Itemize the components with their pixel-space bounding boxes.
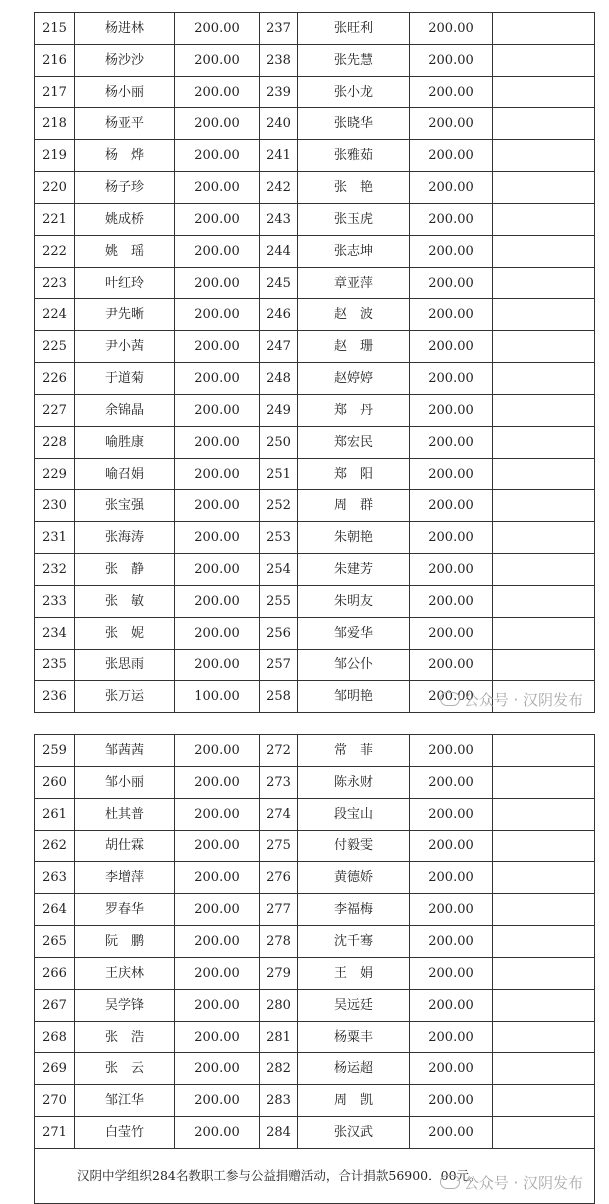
row-number: 233 bbox=[35, 585, 75, 617]
empty-cell bbox=[493, 44, 595, 76]
donor-name: 张晓华 bbox=[298, 108, 410, 140]
amount: 200.00 bbox=[175, 766, 260, 798]
table-row bbox=[35, 735, 595, 767]
row-number: 234 bbox=[35, 617, 75, 649]
table-row bbox=[35, 140, 595, 172]
row-number: 248 bbox=[260, 363, 298, 395]
donor-name: 杨亚平 bbox=[75, 108, 175, 140]
amount: 200.00 bbox=[175, 394, 260, 426]
row-number: 215 bbox=[35, 13, 75, 45]
row-number: 223 bbox=[35, 267, 75, 299]
amount: 200.00 bbox=[410, 299, 493, 331]
donor-name: 姚成桥 bbox=[75, 203, 175, 235]
watermark: 公众号 · 汉阴发布 bbox=[440, 689, 583, 710]
row-number: 270 bbox=[35, 1085, 75, 1117]
table-row bbox=[35, 1053, 595, 1085]
donor-name: 黄德娇 bbox=[298, 862, 410, 894]
row-number: 282 bbox=[260, 1053, 298, 1085]
table-row bbox=[35, 862, 595, 894]
empty-cell bbox=[493, 554, 595, 586]
donor-name: 邹明艳 bbox=[298, 681, 410, 713]
donor-name: 邹爱华 bbox=[298, 617, 410, 649]
amount: 200.00 bbox=[175, 1021, 260, 1053]
row-number: 252 bbox=[260, 490, 298, 522]
amount: 200.00 bbox=[410, 172, 493, 204]
empty-cell bbox=[493, 766, 595, 798]
table-row bbox=[35, 44, 595, 76]
empty-cell bbox=[493, 172, 595, 204]
row-number: 225 bbox=[35, 331, 75, 363]
amount: 200.00 bbox=[410, 894, 493, 926]
row-number: 250 bbox=[260, 426, 298, 458]
donor-name: 李增萍 bbox=[75, 862, 175, 894]
row-number: 251 bbox=[260, 458, 298, 490]
empty-cell bbox=[493, 299, 595, 331]
table-row bbox=[35, 235, 595, 267]
amount: 200.00 bbox=[175, 426, 260, 458]
donor-name: 杨运超 bbox=[298, 1053, 410, 1085]
donor-name: 邹江华 bbox=[75, 1085, 175, 1117]
donor-name: 张海涛 bbox=[75, 522, 175, 554]
amount: 200.00 bbox=[410, 554, 493, 586]
empty-cell bbox=[493, 957, 595, 989]
donor-name: 白莹竹 bbox=[75, 1117, 175, 1149]
row-number: 263 bbox=[35, 862, 75, 894]
amount: 200.00 bbox=[410, 798, 493, 830]
empty-cell bbox=[493, 331, 595, 363]
amount: 200.00 bbox=[175, 13, 260, 45]
table-row bbox=[35, 426, 595, 458]
donor-name: 李福梅 bbox=[298, 894, 410, 926]
row-number: 227 bbox=[35, 394, 75, 426]
row-number: 236 bbox=[35, 681, 75, 713]
amount: 200.00 bbox=[410, 735, 493, 767]
donor-name: 朱明友 bbox=[298, 585, 410, 617]
amount: 200.00 bbox=[175, 363, 260, 395]
row-number: 226 bbox=[35, 363, 75, 395]
empty-cell bbox=[493, 235, 595, 267]
row-number: 229 bbox=[35, 458, 75, 490]
donor-name: 章亚萍 bbox=[298, 267, 410, 299]
row-number: 235 bbox=[35, 649, 75, 681]
row-number: 239 bbox=[260, 76, 298, 108]
watermark: 公众号 · 汉阴发布 bbox=[440, 1172, 583, 1193]
amount: 200.00 bbox=[410, 394, 493, 426]
amount: 200.00 bbox=[410, 766, 493, 798]
empty-cell bbox=[493, 989, 595, 1021]
donor-name: 张汉武 bbox=[298, 1117, 410, 1149]
table-row bbox=[35, 957, 595, 989]
empty-cell bbox=[493, 522, 595, 554]
table-row bbox=[35, 649, 595, 681]
row-number: 268 bbox=[35, 1021, 75, 1053]
amount: 200.00 bbox=[175, 798, 260, 830]
amount: 200.00 bbox=[410, 363, 493, 395]
row-number: 244 bbox=[260, 235, 298, 267]
amount: 200.00 bbox=[175, 1053, 260, 1085]
row-number: 219 bbox=[35, 140, 75, 172]
summary-text: 汉阴中学组织284名教职工参与公益捐赠活动，合计捐款56900．00元。 bbox=[35, 1148, 595, 1203]
table-row bbox=[35, 989, 595, 1021]
donor-name: 郑 阳 bbox=[298, 458, 410, 490]
row-number: 272 bbox=[260, 735, 298, 767]
donor-name: 邹小丽 bbox=[75, 766, 175, 798]
table-row bbox=[35, 203, 595, 235]
table-row bbox=[35, 458, 595, 490]
amount: 200.00 bbox=[410, 1053, 493, 1085]
empty-cell bbox=[493, 458, 595, 490]
empty-cell bbox=[493, 735, 595, 767]
row-number: 216 bbox=[35, 44, 75, 76]
row-number: 273 bbox=[260, 766, 298, 798]
donor-name: 周 凯 bbox=[298, 1085, 410, 1117]
donor-name: 张 浩 bbox=[75, 1021, 175, 1053]
empty-cell bbox=[493, 1053, 595, 1085]
donor-name: 张先慧 bbox=[298, 44, 410, 76]
amount: 200.00 bbox=[410, 522, 493, 554]
donor-name: 赵婷婷 bbox=[298, 363, 410, 395]
amount: 200.00 bbox=[175, 172, 260, 204]
table-row bbox=[35, 1021, 595, 1053]
row-number: 279 bbox=[260, 957, 298, 989]
donor-name: 付毅雯 bbox=[298, 830, 410, 862]
donor-name: 沈千骞 bbox=[298, 926, 410, 958]
amount: 200.00 bbox=[175, 894, 260, 926]
row-number: 217 bbox=[35, 76, 75, 108]
amount: 200.00 bbox=[175, 585, 260, 617]
donor-name: 吴学锋 bbox=[75, 989, 175, 1021]
donor-name: 郑宏民 bbox=[298, 426, 410, 458]
donor-name: 杨 烨 bbox=[75, 140, 175, 172]
table-row bbox=[35, 76, 595, 108]
table-row bbox=[35, 490, 595, 522]
row-number: 255 bbox=[260, 585, 298, 617]
row-number: 277 bbox=[260, 894, 298, 926]
row-number: 256 bbox=[260, 617, 298, 649]
empty-cell bbox=[493, 830, 595, 862]
amount: 200.00 bbox=[410, 108, 493, 140]
row-number: 265 bbox=[35, 926, 75, 958]
amount: 200.00 bbox=[175, 649, 260, 681]
donor-name: 张雅茹 bbox=[298, 140, 410, 172]
amount: 200.00 bbox=[410, 681, 493, 713]
empty-cell bbox=[493, 108, 595, 140]
amount: 200.00 bbox=[175, 735, 260, 767]
donor-name: 王庆林 bbox=[75, 957, 175, 989]
amount: 200.00 bbox=[175, 926, 260, 958]
donor-name: 叶红玲 bbox=[75, 267, 175, 299]
amount: 200.00 bbox=[410, 926, 493, 958]
row-number: 249 bbox=[260, 394, 298, 426]
donor-name: 朱建芳 bbox=[298, 554, 410, 586]
row-number: 278 bbox=[260, 926, 298, 958]
row-number: 262 bbox=[35, 830, 75, 862]
row-number: 260 bbox=[35, 766, 75, 798]
donor-name: 张万运 bbox=[75, 681, 175, 713]
table-row bbox=[35, 331, 595, 363]
amount: 200.00 bbox=[175, 617, 260, 649]
wechat-icon bbox=[440, 1175, 460, 1189]
row-number: 238 bbox=[260, 44, 298, 76]
amount: 200.00 bbox=[175, 1117, 260, 1149]
row-number: 232 bbox=[35, 554, 75, 586]
donor-name: 周 群 bbox=[298, 490, 410, 522]
table-row bbox=[35, 522, 595, 554]
row-number: 271 bbox=[35, 1117, 75, 1149]
amount: 200.00 bbox=[175, 522, 260, 554]
donor-name: 阮 鹏 bbox=[75, 926, 175, 958]
donor-name: 姚 瑶 bbox=[75, 235, 175, 267]
donor-name: 杨小丽 bbox=[75, 76, 175, 108]
amount: 200.00 bbox=[410, 989, 493, 1021]
empty-cell bbox=[493, 490, 595, 522]
donor-name: 尹小茜 bbox=[75, 331, 175, 363]
empty-cell bbox=[493, 617, 595, 649]
donor-name: 段宝山 bbox=[298, 798, 410, 830]
row-number: 218 bbox=[35, 108, 75, 140]
empty-cell bbox=[493, 649, 595, 681]
row-number: 230 bbox=[35, 490, 75, 522]
donor-name: 张 妮 bbox=[75, 617, 175, 649]
amount: 200.00 bbox=[175, 299, 260, 331]
donor-name: 杜其普 bbox=[75, 798, 175, 830]
donor-name: 郑 丹 bbox=[298, 394, 410, 426]
amount: 200.00 bbox=[410, 140, 493, 172]
empty-cell bbox=[493, 363, 595, 395]
amount: 200.00 bbox=[410, 957, 493, 989]
table-row bbox=[35, 894, 595, 926]
amount: 200.00 bbox=[410, 458, 493, 490]
donor-name: 罗春华 bbox=[75, 894, 175, 926]
table-row bbox=[35, 299, 595, 331]
table-row bbox=[35, 267, 595, 299]
amount: 200.00 bbox=[175, 554, 260, 586]
donor-name: 张小龙 bbox=[298, 76, 410, 108]
row-number: 221 bbox=[35, 203, 75, 235]
amount: 200.00 bbox=[410, 44, 493, 76]
donor-name: 胡仕霖 bbox=[75, 830, 175, 862]
donation-table-1 bbox=[34, 12, 595, 713]
empty-cell bbox=[493, 798, 595, 830]
row-number: 241 bbox=[260, 140, 298, 172]
row-number: 259 bbox=[35, 735, 75, 767]
row-number: 243 bbox=[260, 203, 298, 235]
amount: 200.00 bbox=[175, 1085, 260, 1117]
amount: 200.00 bbox=[410, 267, 493, 299]
row-number: 257 bbox=[260, 649, 298, 681]
donor-name: 张志坤 bbox=[298, 235, 410, 267]
donor-name: 喻召娟 bbox=[75, 458, 175, 490]
empty-cell bbox=[493, 585, 595, 617]
table-row bbox=[35, 926, 595, 958]
donor-name: 赵 珊 bbox=[298, 331, 410, 363]
donor-name: 张思雨 bbox=[75, 649, 175, 681]
donor-name: 赵 波 bbox=[298, 299, 410, 331]
amount: 100.00 bbox=[175, 681, 260, 713]
row-number: 267 bbox=[35, 989, 75, 1021]
amount: 200.00 bbox=[410, 617, 493, 649]
empty-cell bbox=[493, 267, 595, 299]
table-row bbox=[35, 394, 595, 426]
row-number: 269 bbox=[35, 1053, 75, 1085]
donor-name: 常 菲 bbox=[298, 735, 410, 767]
row-number: 261 bbox=[35, 798, 75, 830]
table-row bbox=[35, 1085, 595, 1117]
amount: 200.00 bbox=[410, 830, 493, 862]
table-row bbox=[35, 108, 595, 140]
table-row bbox=[35, 363, 595, 395]
amount: 200.00 bbox=[175, 830, 260, 862]
row-number: 222 bbox=[35, 235, 75, 267]
empty-cell bbox=[493, 140, 595, 172]
donation-table-2 bbox=[34, 734, 595, 1204]
amount: 200.00 bbox=[175, 140, 260, 172]
donor-name: 尹先晰 bbox=[75, 299, 175, 331]
donor-name: 张 静 bbox=[75, 554, 175, 586]
row-number: 281 bbox=[260, 1021, 298, 1053]
row-number: 266 bbox=[35, 957, 75, 989]
amount: 200.00 bbox=[410, 1021, 493, 1053]
row-number: 283 bbox=[260, 1085, 298, 1117]
amount: 200.00 bbox=[175, 458, 260, 490]
row-number: 220 bbox=[35, 172, 75, 204]
table-row bbox=[35, 798, 595, 830]
amount: 200.00 bbox=[410, 235, 493, 267]
row-number: 253 bbox=[260, 522, 298, 554]
row-number: 264 bbox=[35, 894, 75, 926]
table-row bbox=[35, 172, 595, 204]
empty-cell bbox=[493, 394, 595, 426]
donor-name: 喻胜康 bbox=[75, 426, 175, 458]
row-number: 284 bbox=[260, 1117, 298, 1149]
empty-cell bbox=[493, 1021, 595, 1053]
amount: 200.00 bbox=[175, 331, 260, 363]
empty-cell bbox=[493, 1117, 595, 1149]
empty-cell bbox=[493, 926, 595, 958]
amount: 200.00 bbox=[175, 203, 260, 235]
donor-name: 朱朝艳 bbox=[298, 522, 410, 554]
amount: 200.00 bbox=[410, 585, 493, 617]
donor-name: 张玉虎 bbox=[298, 203, 410, 235]
amount: 200.00 bbox=[410, 490, 493, 522]
empty-cell bbox=[493, 13, 595, 45]
donor-name: 杨沙沙 bbox=[75, 44, 175, 76]
row-number: 224 bbox=[35, 299, 75, 331]
table-row bbox=[35, 830, 595, 862]
donor-name: 张旺利 bbox=[298, 13, 410, 45]
table-row bbox=[35, 1117, 595, 1149]
amount: 200.00 bbox=[175, 235, 260, 267]
donor-name: 吴远廷 bbox=[298, 989, 410, 1021]
row-number: 242 bbox=[260, 172, 298, 204]
amount: 200.00 bbox=[410, 1117, 493, 1149]
donor-name: 邹茜茜 bbox=[75, 735, 175, 767]
donor-name: 杨进林 bbox=[75, 13, 175, 45]
row-number: 245 bbox=[260, 267, 298, 299]
amount: 200.00 bbox=[175, 862, 260, 894]
table-row bbox=[35, 554, 595, 586]
row-number: 246 bbox=[260, 299, 298, 331]
donor-name: 张 云 bbox=[75, 1053, 175, 1085]
row-number: 275 bbox=[260, 830, 298, 862]
row-number: 280 bbox=[260, 989, 298, 1021]
amount: 200.00 bbox=[410, 426, 493, 458]
donor-name: 杨粟丰 bbox=[298, 1021, 410, 1053]
empty-cell bbox=[493, 426, 595, 458]
amount: 200.00 bbox=[175, 989, 260, 1021]
empty-cell bbox=[493, 203, 595, 235]
amount: 200.00 bbox=[175, 490, 260, 522]
amount: 200.00 bbox=[410, 862, 493, 894]
row-number: 228 bbox=[35, 426, 75, 458]
row-number: 274 bbox=[260, 798, 298, 830]
amount: 200.00 bbox=[410, 76, 493, 108]
donor-name: 陈永财 bbox=[298, 766, 410, 798]
row-number: 247 bbox=[260, 331, 298, 363]
row-number: 231 bbox=[35, 522, 75, 554]
empty-cell bbox=[493, 862, 595, 894]
donor-name: 于道菊 bbox=[75, 363, 175, 395]
empty-cell bbox=[493, 1085, 595, 1117]
amount: 200.00 bbox=[410, 649, 493, 681]
row-number: 276 bbox=[260, 862, 298, 894]
empty-cell bbox=[493, 894, 595, 926]
row-number: 258 bbox=[260, 681, 298, 713]
table-row bbox=[35, 585, 595, 617]
amount: 200.00 bbox=[175, 957, 260, 989]
amount: 200.00 bbox=[175, 44, 260, 76]
amount: 200.00 bbox=[175, 76, 260, 108]
table-row bbox=[35, 617, 595, 649]
donor-name: 王 娟 bbox=[298, 957, 410, 989]
amount: 200.00 bbox=[175, 108, 260, 140]
row-number: 237 bbox=[260, 13, 298, 45]
amount: 200.00 bbox=[410, 1085, 493, 1117]
donor-name: 杨子珍 bbox=[75, 172, 175, 204]
amount: 200.00 bbox=[175, 267, 260, 299]
amount: 200.00 bbox=[410, 331, 493, 363]
wechat-icon bbox=[440, 692, 460, 706]
donor-name: 张宝强 bbox=[75, 490, 175, 522]
row-number: 240 bbox=[260, 108, 298, 140]
table-row bbox=[35, 766, 595, 798]
table-row bbox=[35, 13, 595, 45]
donor-name: 邹公仆 bbox=[298, 649, 410, 681]
row-number: 254 bbox=[260, 554, 298, 586]
empty-cell bbox=[493, 76, 595, 108]
donor-name: 余锦晶 bbox=[75, 394, 175, 426]
donor-name: 张 敏 bbox=[75, 585, 175, 617]
amount: 200.00 bbox=[410, 203, 493, 235]
donor-name: 张 艳 bbox=[298, 172, 410, 204]
amount: 200.00 bbox=[410, 13, 493, 45]
